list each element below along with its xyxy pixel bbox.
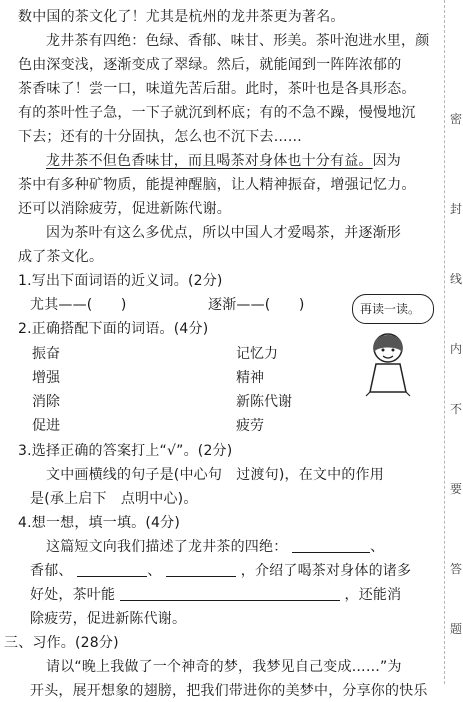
- question-title: 1.写出下面词语的近义词。(2分): [18, 273, 223, 289]
- margin-char: 不: [449, 402, 462, 416]
- match-right-item: 新陈代谢: [236, 394, 292, 410]
- passage-line: 成了茶文化。: [18, 249, 104, 265]
- fill-line: [30, 584, 401, 606]
- answer-blank[interactable]: [292, 538, 370, 553]
- fill-line: 香郁、 、 ，介绍了喝茶对身体的诸多: [30, 563, 412, 579]
- margin-char: 封: [449, 202, 462, 216]
- passage-line: 茶中有多种矿物质，能提神醒脑，让人精神振奋，增强记忆力。: [18, 177, 416, 193]
- prompt-text: 请以“晚上我做了一个神奇的梦，我梦见自己变成……”为: [46, 659, 402, 675]
- margin-char: 答: [449, 562, 462, 576]
- prompt-text: 开头，展开想象的翅膀，把我们带进你的美梦中，分享你的快乐: [30, 683, 428, 699]
- cartoon-girl-illustration: [352, 320, 424, 400]
- answer-blank[interactable]: [120, 586, 340, 601]
- answer-word: 香郁: [30, 563, 59, 579]
- margin-char: 要: [449, 482, 462, 496]
- margin-char: 密: [449, 112, 462, 126]
- match-right-item: 精神: [236, 370, 264, 386]
- match-left-item: 增强: [32, 370, 60, 386]
- passage-line: 还可以消除疲劳，促进新陈代谢。: [18, 201, 231, 217]
- passage-line: 因为茶叶有这么多优点，所以中国人才爱喝茶，并逐渐形: [46, 225, 401, 241]
- fill-line: 这篇短文向我们描述了龙井茶的四绝： 、: [46, 539, 385, 555]
- margin-char: 题: [449, 622, 462, 636]
- match-left-item: 消除: [32, 394, 60, 410]
- passage-line: 龙井茶有四绝：色绿、香郁、味甘、形美。茶叶泡进水里，颜: [46, 33, 430, 49]
- question-title: 2.正确搭配下面的词语。(4分): [18, 321, 209, 337]
- match-right-item: 记忆力: [236, 346, 278, 362]
- passage-line: 有的茶叶性子急，一下子就沉到杯底；有的不急不躁，慢慢地沉: [18, 105, 416, 121]
- answer-blank[interactable]: [77, 562, 147, 577]
- passage-line: 色由深变浅，逐渐变成了翠绿。然后，就能闻到一阵阵浓郁的: [18, 57, 402, 73]
- question-text: 这篇短文向我们描述了龙井茶的四绝：: [46, 539, 288, 555]
- key-sentence-underlined: 龙井茶不但色香味甘，而且喝茶对身体也十分有益。: [46, 153, 373, 169]
- question-text: 除疲劳，促进新陈代谢。: [30, 611, 187, 627]
- margin-char: 线: [449, 272, 462, 286]
- question-text: 文中画横线的句子是(中心句 过渡句)，在文中的作用: [46, 467, 384, 483]
- match-right-item: 疲劳: [236, 418, 264, 434]
- synonym-item: 逐渐——( ): [208, 297, 305, 313]
- question-text: ，介绍了喝茶对身体的诸多: [240, 563, 412, 579]
- seal-line-margin: [444, 0, 463, 684]
- passage-line: 数中国的茶文化了！尤其是杭州的龙井茶更为著名。: [18, 9, 345, 25]
- question-title: 3.选择正确的答案打上“√”。(2分): [18, 443, 233, 459]
- margin-char: 内: [449, 342, 462, 356]
- question-title: 4.想一想，填一填。(4分): [18, 515, 180, 531]
- passage-line: 茶香味了！尝一口，味道先苦后甜。此时，茶叶也是各具形态。: [18, 81, 416, 97]
- question-text: ，还能消: [344, 587, 402, 603]
- answer-blank[interactable]: [166, 562, 236, 577]
- match-left-item: 促进: [32, 418, 60, 434]
- speech-bubble-text: 再读一读。: [360, 302, 421, 316]
- section-title: 三、习作。(28分): [4, 635, 119, 651]
- passage-line: 下去；还有的十分固执，怎么也不沉下去……: [18, 129, 302, 145]
- passage-line: [46, 150, 401, 172]
- match-left-item: 振奋: [32, 346, 60, 362]
- passage-text: 因为: [372, 153, 402, 169]
- question-text: 是(承上启下 点明中心)。: [30, 491, 198, 507]
- question-text: 好处，茶叶能: [30, 587, 116, 603]
- synonym-item: 尤其——( ): [30, 297, 127, 313]
